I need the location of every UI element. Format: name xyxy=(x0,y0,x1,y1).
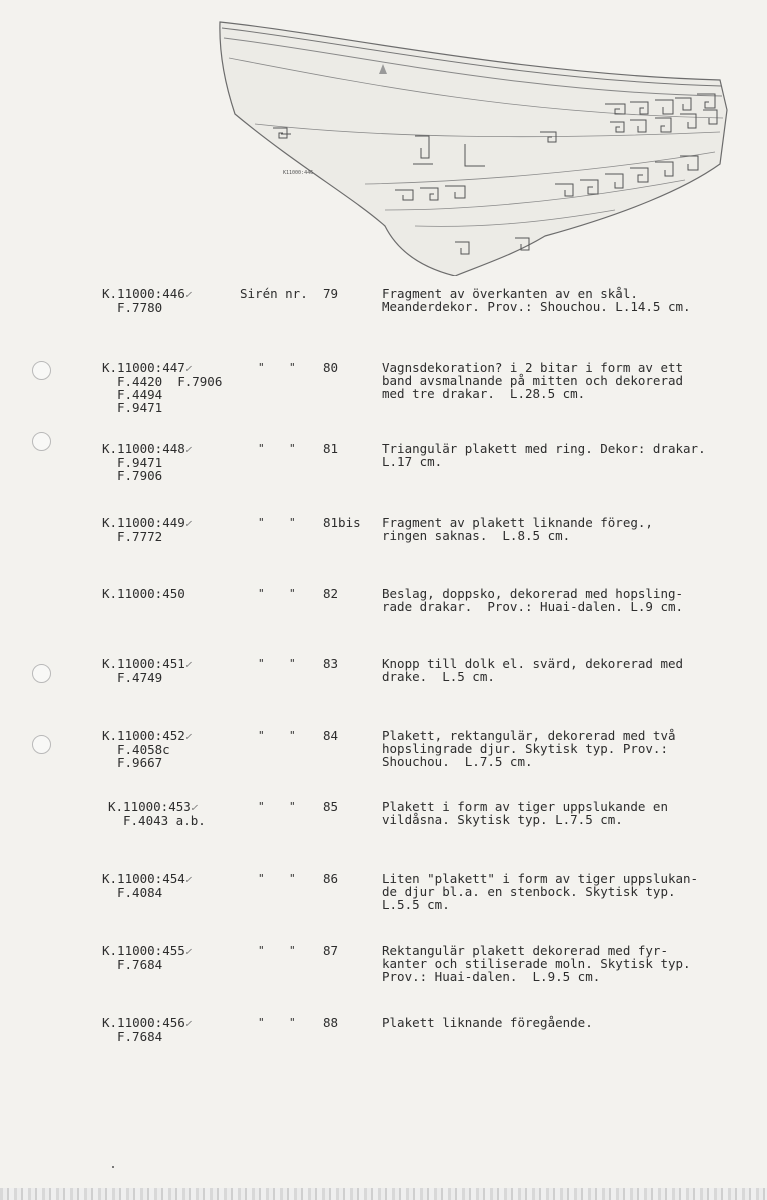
catalog-number: K.11000:450 xyxy=(102,586,185,601)
catalog-entry xyxy=(0,800,767,860)
siren-number: 82 xyxy=(323,586,339,601)
ditto-mark: " xyxy=(258,1016,265,1029)
check-mark: ✓ xyxy=(184,873,192,886)
field-number: F.9471 xyxy=(117,455,163,470)
ditto-mark: " xyxy=(289,361,296,374)
fragment-drawing xyxy=(215,14,730,276)
description: Rektangulär plakett dekorerad med fyr- kanter och stiliserade moln. Skytisk typ. Prov.: Huai-dalen. L.9.5 cm. xyxy=(382,943,691,984)
field-number: F.7684 xyxy=(117,1029,163,1044)
description: Liten "plakett" i form av tiger uppslukan- de djur bl.a. en stenbock. Skytisk typ. L.5.5 cm. xyxy=(382,871,699,912)
description: Fragment av plakett liknande föreg., ringen saknas. L.8.5 cm. xyxy=(382,515,653,543)
catalog-number: K.11000:456✓ F.7684 xyxy=(102,1015,192,1044)
field-number: F.9471 xyxy=(117,400,163,415)
siren-label: Sirén nr. xyxy=(240,286,308,301)
siren-number: 81bis xyxy=(323,515,361,530)
field-number: F.7684 xyxy=(117,957,163,972)
ditto-mark: " xyxy=(289,587,296,600)
ditto-mark: " xyxy=(258,800,265,813)
siren-number: 87 xyxy=(323,943,339,958)
field-number: F.7772 xyxy=(117,529,163,544)
ditto-mark: " xyxy=(258,516,265,529)
ditto-mark: " xyxy=(289,516,296,529)
field-number: F.7780 xyxy=(117,300,163,315)
catalog-number: K.11000:453✓ F.4043 a.b. xyxy=(108,799,206,828)
ditto-mark: " xyxy=(258,361,265,374)
catalog-entry xyxy=(0,657,767,717)
field-number: F.7906 xyxy=(117,468,163,483)
ditto-mark: " xyxy=(258,729,265,742)
check-mark: ✓ xyxy=(184,945,192,958)
check-mark: ✓ xyxy=(184,443,192,456)
ditto-mark: " xyxy=(289,729,296,742)
description: Plakett liknande föregående. xyxy=(382,1015,593,1030)
catalog-entry xyxy=(0,516,767,576)
field-number: F.4043 a.b. xyxy=(123,813,206,828)
ditto-mark: " xyxy=(289,657,296,670)
siren-number: 84 xyxy=(323,728,339,743)
description: Triangulär plakett med ring. Dekor: drakar. L.17 cm. xyxy=(382,441,706,469)
check-mark: ✓ xyxy=(184,658,192,671)
catalog-number: K.11000:454✓ F.4084 xyxy=(102,871,192,900)
field-number: F.4420 F.7906 xyxy=(117,374,223,389)
catalog-entry xyxy=(0,1016,767,1076)
ditto-mark: " xyxy=(258,944,265,957)
ditto-mark: " xyxy=(258,587,265,600)
description: Vagnsdekoration? i 2 bitar i form av ett band avsmalnande på mitten och dekorerad med tre drakar. L.28.5 cm. xyxy=(382,360,684,401)
catalog-number: K.11000:448✓ F.9471 F.7906 xyxy=(102,441,192,483)
catalog-entry xyxy=(0,361,767,421)
ditto-mark: " xyxy=(289,944,296,957)
field-number: F.4058c xyxy=(117,742,170,757)
siren-number: 85 xyxy=(323,799,339,814)
catalog-entry xyxy=(0,442,767,502)
catalog-number: K.11000:451✓ F.4749 xyxy=(102,656,192,685)
ditto-mark: " xyxy=(289,1016,296,1029)
description: Plakett i form av tiger uppslukande en vildåsna. Skytisk typ. L.7.5 cm. xyxy=(382,799,668,827)
field-number: F.4494 xyxy=(117,387,163,402)
ditto-mark: " xyxy=(258,872,265,885)
check-mark: ✓ xyxy=(184,288,192,301)
catalog-entry xyxy=(0,872,767,932)
check-mark: ✓ xyxy=(184,730,192,743)
description: Knopp till dolk el. svärd, dekorerad med drake. L.5 cm. xyxy=(382,656,684,684)
catalog-number: K.11000:449✓ F.7772 xyxy=(102,515,192,544)
ditto-mark: " xyxy=(289,872,296,885)
siren-number: 86 xyxy=(323,871,339,886)
catalog-number: K.11000:447✓ F.4420 F.7906 F.4494 F.9471 xyxy=(102,360,223,415)
catalog-number: K.11000:446✓ F.7780 xyxy=(102,286,192,315)
siren-number: 81 xyxy=(323,441,339,456)
description: Fragment av överkanten av en skål. Meanderdekor. Prov.: Shouchou. L.14.5 cm. xyxy=(382,286,691,314)
check-mark: ✓ xyxy=(190,801,198,814)
catalog-entry xyxy=(0,587,767,647)
catalog-entry xyxy=(0,287,767,347)
ditto-mark: " xyxy=(258,442,265,455)
paper-speck xyxy=(112,1166,114,1168)
scan-edge xyxy=(0,1188,767,1200)
catalog-entry xyxy=(0,944,767,1004)
check-mark: ✓ xyxy=(184,362,192,375)
catalog-entry xyxy=(0,729,767,789)
description: Plakett, rektangulär, dekorerad med två hopslingrade djur. Skytisk typ. Prov.: Shouchou. L.7.5 cm. xyxy=(382,728,676,769)
siren-number: 80 xyxy=(323,360,339,375)
ditto-mark: " xyxy=(289,800,296,813)
ditto-mark: " xyxy=(289,442,296,455)
siren-number: 83 xyxy=(323,656,339,671)
siren-number: 79 xyxy=(323,286,339,301)
catalog-number: K.11000:452✓ F.4058c F.9667 xyxy=(102,728,192,770)
field-number: F.4749 xyxy=(117,670,163,685)
ditto-mark: " xyxy=(258,657,265,670)
description: Beslag, doppsko, dekorerad med hopsling- rade drakar. Prov.: Huai-dalen. L.9 cm. xyxy=(382,586,684,614)
siren-number: 88 xyxy=(323,1015,339,1030)
catalog-number: K.11000:455✓ F.7684 xyxy=(102,943,192,972)
check-mark: ✓ xyxy=(184,1017,192,1030)
field-number: F.4084 xyxy=(117,885,163,900)
field-number: F.9667 xyxy=(117,755,163,770)
drawing-label: K11000:446 xyxy=(283,170,314,176)
check-mark: ✓ xyxy=(184,517,192,530)
